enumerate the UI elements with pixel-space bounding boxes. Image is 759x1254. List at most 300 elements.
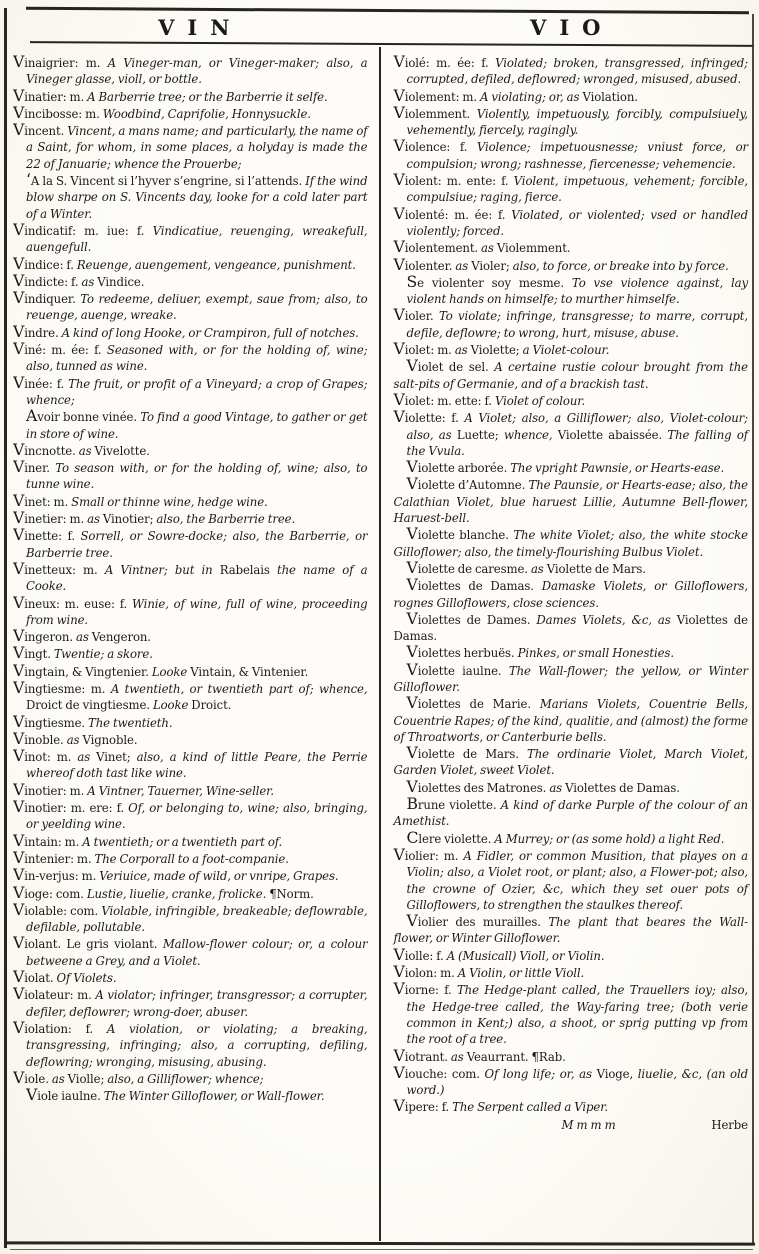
headword-text: Violon: m. bbox=[393, 962, 458, 982]
initial-capital: S bbox=[406, 271, 418, 291]
gloss-text: To season with, or for the holding of, wine; also, to tunne wine. bbox=[26, 461, 368, 492]
dictionary-entry bbox=[394, 695, 749, 745]
headword-text: Violier: m. bbox=[393, 844, 464, 864]
initial-capital: V bbox=[13, 525, 25, 545]
gloss-text: To violate; infringe, transgresse; to marre, corrupt, defile, deflowre; to wrong, hurt, misuse, abuse. bbox=[406, 309, 748, 340]
initial-capital: V bbox=[13, 457, 25, 477]
headword-text: Violette de caresme. bbox=[406, 557, 531, 577]
headword-text: Violettes de Damas. bbox=[393, 612, 748, 644]
gloss-text: A certaine rustie colour brought from the salt-pits of Germanie, and of a brackish tast. bbox=[393, 360, 748, 391]
dictionary-entry bbox=[394, 459, 749, 476]
column-right bbox=[380, 54, 751, 1239]
dictionary-entry bbox=[394, 913, 749, 947]
gloss-text: liuelie, &c, (an old word.) bbox=[406, 1066, 749, 1098]
initial-capital: V bbox=[13, 677, 25, 697]
gloss-text: A (Musicall) Violl, or Violin. bbox=[446, 948, 605, 963]
gloss-text: also, the Barberrie tree. bbox=[156, 512, 296, 527]
headword-text: Veaurrant. ¶Rab. bbox=[466, 1049, 566, 1064]
headword-text: ‘A la S. Vincent si l’hyver s’engrine, si l’attends. bbox=[26, 170, 306, 190]
gloss-text: A Fidler, or common Musition, that playes on a Violin; also, a Violet root, or plant; also, a Flower-pot; also, the crowne of Ozier, &c, which they set ouer pots of Gilloflowers, to strengthen the staulkes thereof. bbox=[406, 848, 749, 912]
initial-capital: V bbox=[393, 136, 405, 156]
headword-text: Vinatier: m. bbox=[13, 85, 88, 105]
headword-text: Viorne: f. bbox=[393, 979, 457, 999]
dictionary-entry bbox=[394, 138, 749, 172]
headword-text: Violettes de Dames. bbox=[406, 608, 537, 628]
gloss-text: as bbox=[481, 241, 497, 256]
initial-capital: V bbox=[13, 967, 25, 987]
headword-text: Violemment. bbox=[393, 102, 477, 122]
dictionary-entry bbox=[393, 102, 749, 139]
dictionary-entry bbox=[394, 341, 749, 358]
gloss-text: A Murrey; or (as some hold) a light Red. bbox=[494, 831, 725, 846]
initial-capital: V bbox=[393, 170, 405, 190]
dictionary-entry bbox=[13, 660, 368, 680]
dictionary-entry bbox=[13, 527, 368, 561]
headword-text: Violette de Mars. bbox=[406, 743, 528, 763]
gloss-text: The Paunsie, or Hearts-ease; also, the Calathian Violet, blue haruest Lillie, Autumne Bell-flower, Haruest-bell. bbox=[393, 478, 748, 526]
initial-capital: V bbox=[13, 439, 25, 459]
dictionary-entry bbox=[13, 969, 368, 986]
initial-capital: V bbox=[406, 743, 418, 763]
initial-capital: V bbox=[13, 339, 25, 359]
gloss-text: as bbox=[75, 630, 92, 645]
gloss-text: The Corporall to a foot-companie. bbox=[94, 851, 289, 866]
headword-text: Vindicte: f. bbox=[13, 270, 82, 290]
headword-text: Violation. bbox=[582, 89, 638, 104]
headword-text: Violette d’Automne. bbox=[406, 474, 529, 494]
headword-text: Vignoble. bbox=[82, 732, 138, 747]
dictionary-entry bbox=[13, 645, 368, 662]
initial-capital: V bbox=[406, 693, 418, 713]
initial-capital: V bbox=[26, 1085, 38, 1105]
gloss-text: To vse violence against, lay violent hands on himselfe; to murther himselfe. bbox=[406, 275, 749, 307]
gloss-text: Violated, or violented; vsed or handled violently; forced. bbox=[406, 207, 748, 238]
gloss-text: The Hedge-plant called, the Trauellers ioy; also, the Hedge-tree called, the Way-faring tree; (both verie common in Kent;) also, a shoot, or sprig putting vp from the root of a tree. bbox=[406, 983, 748, 1047]
headword-text: Violer. bbox=[393, 305, 439, 325]
headword-text: Vinette: f. bbox=[13, 525, 81, 545]
headword-text: Avoir bonne vinée. bbox=[26, 406, 141, 426]
headword-text: Vinaigrier: m. bbox=[13, 54, 108, 71]
dictionary-entry bbox=[394, 172, 749, 206]
headword-text: Clere violette. bbox=[406, 827, 495, 847]
column-left bbox=[13, 54, 380, 1239]
initial-capital: V bbox=[393, 102, 405, 122]
dictionary-entry bbox=[13, 253, 368, 273]
dictionary-entry bbox=[13, 1087, 368, 1104]
gloss-text: also, a kind of little Peare, the Perrie whereof doth tast like wine. bbox=[26, 750, 368, 781]
headword-text: Violette abaissée. bbox=[557, 427, 668, 442]
initial-capital: V bbox=[13, 54, 25, 71]
dictionary-entry bbox=[394, 796, 749, 830]
initial-capital: V bbox=[393, 54, 405, 71]
initial-capital: V bbox=[406, 356, 418, 376]
dictionary-entry bbox=[13, 728, 368, 748]
dictionary-entry bbox=[393, 1062, 749, 1099]
initial-capital: V bbox=[13, 746, 25, 766]
headword-text: Vindicatif: m. iue: f. bbox=[13, 219, 153, 239]
gloss-text: Looke bbox=[152, 698, 192, 713]
dictionary-entry bbox=[393, 254, 749, 274]
headword-text: Violable: com. bbox=[13, 899, 102, 919]
dictionary-entry bbox=[13, 341, 368, 375]
gloss-text: A kind of darke Purple of the colour of an Amethist. bbox=[393, 798, 748, 829]
gloss-text: as bbox=[450, 1049, 467, 1064]
dictionary-entry bbox=[13, 85, 368, 105]
initial-capital: V bbox=[406, 776, 418, 796]
headword-text: Vindiquer. bbox=[13, 288, 81, 308]
gloss-text: A violator; infringer, transgressor; a corrupter, defiler, deflowrer; wrong-doer, abuser. bbox=[26, 988, 368, 1019]
initial-capital: V bbox=[13, 779, 25, 799]
gloss-text: Small or thinne wine, hedge wine. bbox=[71, 494, 268, 509]
gloss-text: the name of a Cooke. bbox=[26, 562, 368, 594]
dictionary-entry bbox=[13, 558, 368, 595]
gloss-text: The Wall-flower; the yellow, or Winter Gilloflower. bbox=[393, 663, 749, 694]
dictionary-entry bbox=[13, 867, 368, 884]
initial-capital: V bbox=[13, 490, 25, 510]
headword-text: Vincibosse: m. bbox=[13, 102, 103, 122]
gloss-text: Violable, infringible, breakeable; deflowrable, defilable, pollutable. bbox=[26, 903, 368, 935]
headword-text: Vingtain, & Vingtenier. bbox=[13, 660, 152, 680]
headword-text: Violettes herbuës. bbox=[406, 642, 518, 662]
gloss-text: as bbox=[81, 274, 98, 289]
gloss-text: Mallow-flower colour; or, a colour betweene a Grey, and a Violet. bbox=[26, 937, 368, 968]
dictionary-entry bbox=[13, 459, 368, 493]
gloss-text: Vindicatiue, reuenging, wreakefull, auengefull. bbox=[26, 223, 368, 255]
gloss-text: as bbox=[454, 343, 471, 358]
gloss-text: Veriuice, made of wild, or vnripe, Grapes. bbox=[99, 869, 339, 884]
headword-text: Vintenier: m. bbox=[13, 847, 95, 867]
headword-text: Vincent. bbox=[13, 120, 68, 140]
headword-text: Se violenter soy mesme. bbox=[406, 271, 572, 291]
initial-capital: V bbox=[13, 288, 25, 308]
headword-text: Violet: m. ette: f. bbox=[393, 389, 495, 409]
initial-capital: V bbox=[406, 575, 418, 595]
gloss-text: Damaske Violets, or Gilloflowers, rognes Gilloflowers, close sciences. bbox=[393, 579, 748, 610]
dictionary-entry bbox=[394, 358, 749, 392]
initial-capital: V bbox=[13, 660, 25, 680]
dictionary-entry bbox=[394, 981, 749, 1047]
quire-signature: Mmmm bbox=[561, 1117, 619, 1132]
initial-capital: V bbox=[13, 270, 25, 290]
dictionary-entry bbox=[393, 203, 749, 240]
initial-capital: V bbox=[13, 643, 25, 663]
initial-capital: V bbox=[13, 626, 25, 646]
dictionary-entry bbox=[394, 644, 749, 661]
gloss-text: Vincent, a mans name; and particularly, the name of a Saint, for whom, in some places, a holyday is made the 22 of Januarie; whence the Prouerbe; bbox=[26, 124, 368, 171]
headword-text: Violette: f. bbox=[393, 407, 465, 427]
dictionary-entry bbox=[13, 54, 368, 88]
initial-capital: A bbox=[26, 406, 38, 426]
dictionary-entry bbox=[394, 239, 749, 256]
gloss-text: A twentieth, or twentieth part of; whence, bbox=[110, 681, 368, 696]
gloss-text: Of Violets. bbox=[56, 971, 117, 986]
gloss-text: The Winter Gilloflower, or Wall-flower. bbox=[103, 1089, 325, 1104]
left-border-rule bbox=[4, 8, 7, 1248]
dictionary-entry bbox=[13, 122, 368, 172]
gloss-text: as bbox=[455, 258, 472, 273]
initial-capital: V bbox=[393, 389, 405, 409]
headword-text: Vindre. bbox=[13, 321, 62, 341]
initial-capital: V bbox=[13, 865, 25, 885]
initial-capital: V bbox=[406, 457, 418, 477]
gloss-text: as bbox=[77, 750, 97, 765]
headword-text: Violement: m. bbox=[393, 85, 481, 105]
initial-capital: V bbox=[393, 979, 405, 999]
headword-text: Viouche: com. bbox=[393, 1062, 485, 1082]
initial-capital: V bbox=[393, 339, 405, 359]
dictionary-entry bbox=[13, 592, 368, 629]
dictionary-entry bbox=[13, 830, 368, 850]
headword-text: Vinet: m. bbox=[13, 490, 72, 510]
headword-text: Violettes de Damas. bbox=[406, 575, 542, 595]
dictionary-entry bbox=[394, 577, 749, 611]
running-head-right: VIO bbox=[530, 15, 614, 40]
initial-capital: C bbox=[406, 827, 419, 847]
headword-text: Vingtiesme: m. bbox=[13, 677, 111, 697]
headword-text: Rabelais bbox=[219, 562, 277, 577]
headword-text: Violenter. bbox=[393, 254, 456, 274]
running-head bbox=[8, 11, 751, 43]
gloss-text: Of long life; or, as bbox=[484, 1066, 597, 1081]
headword-text: Violette blanche. bbox=[406, 524, 514, 544]
initial-capital: V bbox=[393, 237, 405, 257]
dictionary-entry bbox=[13, 219, 368, 256]
headword-text: Vinetteux: m. bbox=[13, 558, 105, 578]
dictionary-entry bbox=[13, 372, 368, 409]
dictionary-entry bbox=[394, 557, 749, 577]
gloss-text: as bbox=[51, 1071, 68, 1086]
headword-text: Violateur: m. bbox=[13, 984, 96, 1004]
dictionary-entry bbox=[393, 659, 749, 696]
gloss-text: as bbox=[78, 443, 95, 458]
initial-capital: V bbox=[406, 474, 418, 494]
text-columns bbox=[13, 54, 750, 1239]
dictionary-entry bbox=[13, 270, 368, 290]
headword-text: Vingtiesme. bbox=[13, 711, 89, 731]
gloss-text: To find a good Vintage, to gather or get in store of wine. bbox=[26, 410, 368, 441]
headword-text: Vinotier; bbox=[102, 512, 157, 527]
dictionary-entry bbox=[13, 439, 368, 459]
dictionary-entry bbox=[394, 307, 749, 341]
initial-capital: V bbox=[393, 85, 405, 105]
headword-text: Violentement. bbox=[393, 237, 482, 257]
headword-text: Vivelotte. bbox=[94, 443, 150, 458]
initial-capital: V bbox=[13, 321, 25, 341]
initial-capital: V bbox=[13, 592, 25, 612]
dictionary-entry bbox=[394, 271, 749, 308]
headword-text: Vinot: m. bbox=[13, 746, 78, 766]
column-right-entries bbox=[394, 54, 749, 1116]
initial-capital: V bbox=[13, 984, 25, 1004]
running-head-left: VIN bbox=[158, 15, 243, 40]
dictionary-entry bbox=[13, 986, 368, 1020]
headword-text: Vingt. bbox=[13, 643, 54, 663]
headword-text: Vineux: m. euse: f. bbox=[13, 592, 132, 612]
headword-text: Violettes de Damas. bbox=[565, 780, 680, 795]
dictionary-entry bbox=[393, 844, 749, 913]
initial-capital: V bbox=[393, 1062, 405, 1082]
gloss-text: Woodbind, Caprifolie, Honnysuckle. bbox=[102, 106, 311, 121]
dictionary-entry bbox=[394, 776, 749, 796]
gloss-text: The falling of the Vvula. bbox=[406, 427, 748, 458]
gloss-text: also, a Gilliflower; whence; bbox=[107, 1071, 264, 1086]
dictionary-entry bbox=[393, 85, 749, 105]
dictionary-entry bbox=[393, 944, 749, 964]
dictionary-entry bbox=[13, 408, 368, 442]
initial-capital: V bbox=[13, 372, 25, 392]
initial-capital: V bbox=[393, 203, 405, 223]
headword-text: Vintain, & Vintenier. bbox=[190, 664, 309, 679]
gloss-text: The ordinarie Violet, March Violet, Garden Violet, sweet Violet. bbox=[393, 747, 748, 778]
headword-text: Violent: m. ente: f. bbox=[393, 170, 514, 190]
headword-text: Viotrant. bbox=[393, 1045, 451, 1065]
gloss-text: Sorrell, or Sowre-docke; also, the Barberrie, or Barberrie tree. bbox=[26, 529, 368, 560]
gloss-text: Violet of colour. bbox=[494, 393, 586, 408]
headword-text: Violier des murailles. bbox=[406, 911, 549, 931]
gloss-text: Reuenge, auengement, vengeance, punishment. bbox=[76, 257, 356, 272]
dictionary-entry bbox=[394, 745, 749, 779]
bottom-border-rule bbox=[4, 1241, 755, 1245]
dictionary-entry bbox=[13, 935, 368, 969]
gloss-text: also, to force, or breake into by force. bbox=[512, 258, 729, 273]
headword-text: Droict de vingtiesme. bbox=[26, 698, 153, 713]
headword-text: Vioge, bbox=[596, 1066, 638, 1081]
gloss-text: as bbox=[87, 512, 103, 527]
gloss-text: A kind of long Hooke, or Crampiron, full of notches. bbox=[61, 325, 359, 340]
headword-text: Brune violette. bbox=[406, 794, 501, 814]
headword-text: Violence: f. bbox=[393, 136, 477, 156]
headword-text: Vintain: m. bbox=[13, 830, 83, 850]
gloss-text: a Violet-colour. bbox=[522, 343, 610, 358]
initial-capital: V bbox=[13, 219, 25, 239]
dictionary-entry bbox=[393, 1045, 749, 1065]
headword-text: Viole. bbox=[13, 1067, 52, 1087]
dictionary-entry bbox=[394, 476, 749, 526]
gloss-text: A Violet; also, a Gilliflower; also, Violet-colour; also, as bbox=[406, 411, 748, 442]
dictionary-entry bbox=[13, 628, 368, 645]
page-footer-line bbox=[394, 1117, 749, 1133]
gloss-text: A Vineger-man, or Vineger-maker; also, a Vineger glasse, violl, or bottle. bbox=[26, 56, 368, 87]
headword-text: Vin-verjus: m. bbox=[13, 865, 100, 885]
initial-capital: V bbox=[13, 797, 25, 817]
gloss-text: The plant that beares the Wall-flower, or Winter Gilloflower. bbox=[393, 915, 748, 946]
initial-capital: ‘ bbox=[26, 170, 31, 190]
gloss-text: A violation, or violating; a breaking, transgressing, infringing; also, a corrupting, defiling, deflowring; wronging, misusing, abusing. bbox=[26, 1021, 368, 1069]
headword-text: Violette arborée. bbox=[406, 457, 511, 477]
headword-text: Vioge: com. bbox=[13, 882, 87, 902]
initial-capital: V bbox=[13, 1067, 25, 1087]
gloss-text: A Vintner, Tauerner, Wine-seller. bbox=[87, 783, 274, 798]
gloss-text: Winie, of wine, full of wine, proceeding from wine. bbox=[26, 596, 368, 627]
dictionary-entry bbox=[393, 608, 749, 645]
gloss-text: Seasoned with, or for the holding of, wine; also, tunned as wine. bbox=[26, 343, 368, 374]
gloss-text: Violently, impetuously, forcibly, compulsiuely, vehemently, fiercely, ragingly. bbox=[406, 106, 749, 138]
gloss-text: The white Violet; also, the white stocke Gilloflower; also, the timely-flourishing Bulbus Violet. bbox=[393, 528, 748, 559]
gloss-text: If the wind blow sharpe on S. Vincents day, looke for a cold later part of a Winter. bbox=[26, 174, 368, 221]
initial-capital: V bbox=[406, 524, 418, 544]
initial-capital: V bbox=[393, 962, 405, 982]
headword-text: Violette; bbox=[470, 343, 523, 358]
dictionary-entry bbox=[13, 677, 368, 714]
initial-capital: V bbox=[406, 642, 418, 662]
headword-text: Vincnotte. bbox=[13, 439, 79, 459]
headword-text: Violet: m. bbox=[393, 339, 455, 359]
gloss-text: Looke bbox=[151, 664, 191, 679]
initial-capital: V bbox=[406, 911, 418, 931]
dictionary-entry bbox=[13, 490, 368, 510]
headword-text: Vindice: f. bbox=[13, 253, 77, 273]
dictionary-entry bbox=[13, 321, 368, 341]
gloss-text: as bbox=[530, 561, 547, 576]
headword-text: Violettes de Marie. bbox=[406, 693, 540, 713]
headword-text: Violé: m. ée: f. bbox=[393, 54, 496, 71]
dictionary-entry bbox=[394, 409, 749, 459]
gloss-text: Marians Violets, Couentrie Bells, Couentrie Rapes; of the kind, qualitie, and (almost) the forme of Throatworts, or Canterburie bells. bbox=[393, 697, 748, 744]
gloss-text: A violating; or, as bbox=[480, 89, 583, 104]
headword-text: Luette; bbox=[456, 427, 504, 442]
catchword: Herbe bbox=[711, 1117, 748, 1132]
dictionary-entry bbox=[13, 748, 368, 782]
initial-capital: V bbox=[393, 1096, 405, 1116]
initial-capital: V bbox=[13, 1017, 25, 1037]
dictionary-entry bbox=[13, 847, 368, 867]
gloss-text: Dames Violets, &c, as bbox=[536, 612, 677, 627]
column-left-entries bbox=[13, 54, 368, 1104]
dictionary-entry bbox=[394, 526, 749, 560]
headword-text: Violettes des Matrones. bbox=[406, 776, 550, 796]
headword-text: Vengeron. bbox=[91, 630, 151, 645]
initial-capital: V bbox=[393, 254, 405, 274]
dictionary-entry bbox=[13, 102, 368, 122]
dictionary-entry bbox=[393, 389, 749, 409]
initial-capital: V bbox=[393, 944, 405, 964]
gloss-text: A Barberrie tree; or the Barberrie it selfe. bbox=[87, 89, 328, 104]
gloss-text: Violent, impetuous, vehement; forcible, compulsiue; raging, fierce. bbox=[406, 174, 749, 205]
gloss-text: Twentie; a skore. bbox=[53, 647, 153, 662]
headword-text: Violette iaulne. bbox=[406, 659, 509, 679]
initial-capital: B bbox=[406, 794, 418, 814]
initial-capital: V bbox=[13, 933, 25, 953]
gloss-text: To redeeme, deliuer, exempt, saue from; also, to reuenge, auenge, wreake. bbox=[26, 292, 368, 323]
headword-text: Viner. bbox=[13, 457, 56, 477]
gloss-text: A twentieth; or a twentieth part of. bbox=[82, 834, 283, 849]
dictionary-entry bbox=[13, 799, 368, 833]
initial-capital: V bbox=[13, 830, 25, 850]
gloss-text: Violated; broken, transgressed, infringed; corrupted, defiled, deflowred; wronged, misused, abused. bbox=[406, 56, 749, 87]
gloss-text: The fruit, or profit of a Vineyard; a crop of Grapes; whence; bbox=[26, 376, 368, 407]
headword-text: Vinet; bbox=[96, 750, 137, 765]
headword-text: Violemment. bbox=[496, 241, 571, 256]
headword-text: Vinotier: m. ere: f. bbox=[13, 797, 129, 817]
gloss-text: Violence; impetuousnesse; vniust force, or compulsion; wrong; rashnesse, fiercenesse; vehemencie. bbox=[406, 140, 748, 171]
bottom-border-rule-thin bbox=[10, 1249, 753, 1250]
initial-capital: V bbox=[13, 508, 25, 528]
dictionary-entry bbox=[13, 899, 368, 936]
headword-text: Vinoble. bbox=[13, 728, 67, 748]
initial-capital: V bbox=[393, 844, 405, 864]
gloss-text: Of, or belonging to, wine; also, bringing, or yeelding wine. bbox=[26, 801, 368, 832]
headword-text: Violette de Mars. bbox=[546, 561, 646, 576]
dictionary-entry bbox=[394, 964, 749, 981]
dictionary-entry bbox=[13, 779, 368, 799]
gloss-text: Pinkes, or small Honesties. bbox=[517, 646, 674, 661]
gloss-text: The Serpent called a Viper. bbox=[452, 1100, 609, 1115]
headword-text: Vindice. bbox=[97, 274, 145, 289]
initial-capital: V bbox=[406, 557, 418, 577]
headword-text: Violer; bbox=[471, 258, 513, 273]
initial-capital: V bbox=[13, 253, 25, 273]
headword-text: ¶Norm. bbox=[269, 886, 314, 901]
